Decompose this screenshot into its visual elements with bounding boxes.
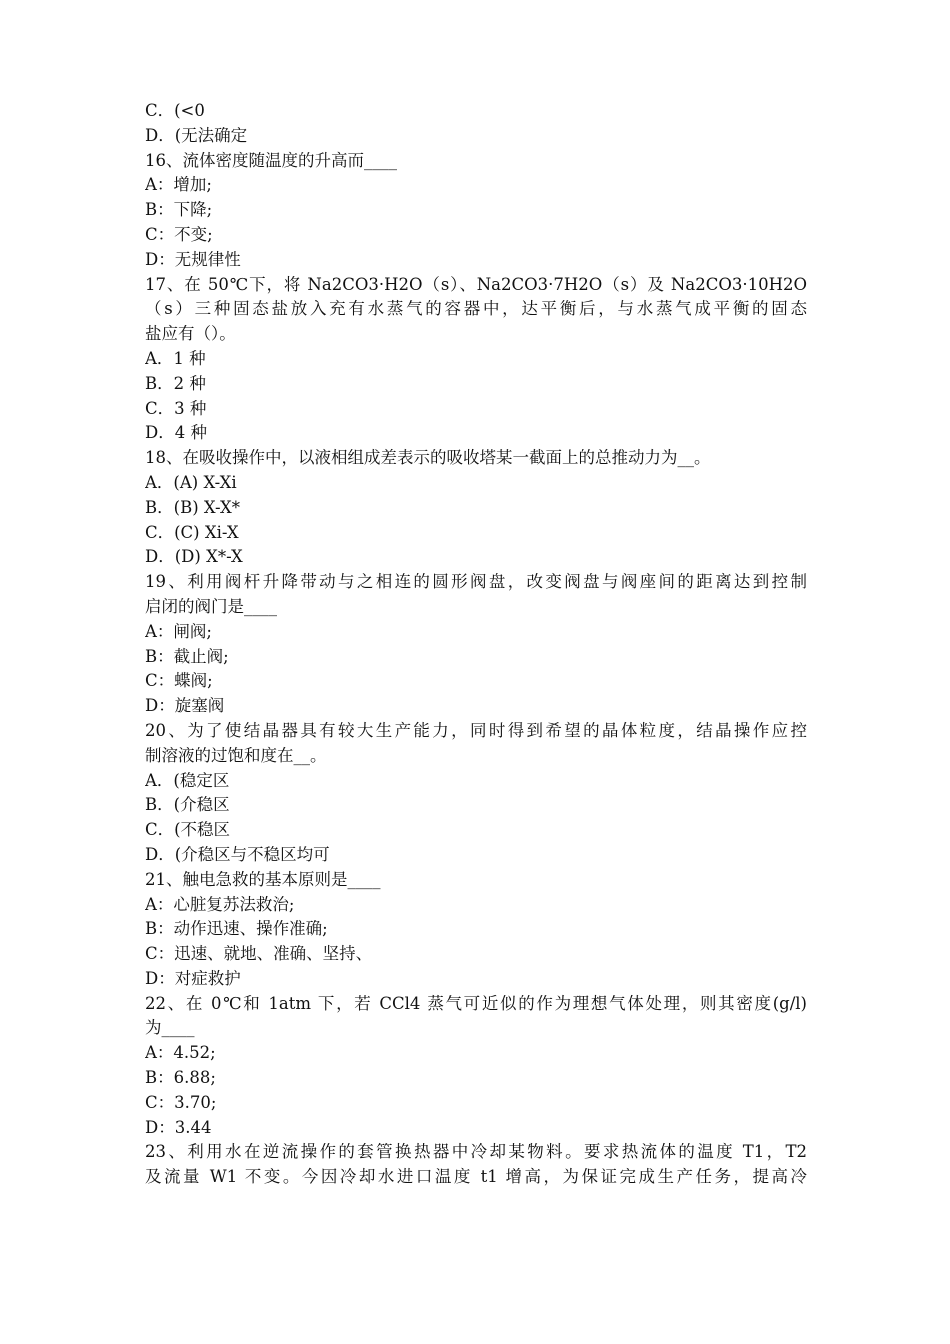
option-a-q16: A：增加; [145,175,212,195]
option-c-q20: C．(不稳区 [145,820,231,840]
question-23-line-2: 及流量 W1 不变。今因冷却水进口温度 t1 增高，为保证完成生产任务，提高冷 [145,1167,807,1187]
question-22-line-2: 为____ [145,1018,195,1038]
question-19-line-1: 19、利用阀杆升降带动与之相连的圆形阀盘，改变阀盘与阀座间的距离达到控制 [145,572,807,592]
option-d-q15: D．(无法确定 [145,125,248,145]
question-17-line-1: 17、在 50℃下，将 Na2CO3·H2O（s）、Na2CO3·7H2O（s）及 Na2CO3·10H2O [145,274,807,294]
option-a-q17: A．1 种 [145,348,206,368]
option-b-q17: B．2 种 [145,373,206,393]
option-c-q17: C．3 种 [145,398,207,418]
option-c-q19: C：蝶阀; [145,671,213,691]
option-a-q22: A：4.52; [145,1043,216,1063]
option-c-q22: C：3.70; [145,1092,217,1112]
option-d-q19: D：旋塞阀 [145,696,225,716]
option-a-q19: A：闸阀; [145,621,212,641]
option-d-q16: D：无规律性 [145,249,241,269]
option-c-q15: C．(<0 [145,101,205,120]
option-a-q21: A：心脏复苏法救治; [145,894,295,914]
option-a-q18: A．(A) X-Xi [145,472,237,492]
option-d-q21: D：对症救护 [145,968,241,988]
option-d-q18: D．(D) X*-X [145,547,243,567]
question-18: 18、在吸收操作中，以液相组成差表示的吸收塔某一截面上的总推动力为__。 [145,448,711,468]
document-body [145,99,807,1190]
option-c-q18: C．(C) Xi-X [145,522,239,542]
question-22-line-1: 22、在 0℃和 1atm 下，若 CCl4 蒸气可近似的作为理想气体处理，则其密度(g/l) [145,993,807,1013]
option-d-q20: D．(介稳区与不稳区均可 [145,844,330,864]
question-16: 16、流体密度随温度的升高而____ [145,150,397,170]
question-21: 21、触电急救的基本原则是____ [145,869,381,889]
question-19-line-2: 启闭的阀门是____ [145,596,277,616]
question-23-line-1: 23、利用水在逆流操作的套管换热器中冷却某物料。要求热流体的温度 T1，T2 [145,1142,807,1162]
question-20-line-2: 制溶液的过饱和度在__。 [145,745,327,765]
option-b-q16: B：下降; [145,200,213,220]
option-a-q20: A．(稳定区 [145,770,230,790]
question-17-line-2: （s）三种固态盐放入充有水蒸气的容器中，达平衡后，与水蒸气成平衡的固态 [145,299,807,319]
option-b-q22: B：6.88; [145,1068,216,1088]
option-d-q17: D．4 种 [145,423,207,443]
option-b-q20: B．(介稳区 [145,795,230,815]
option-b-q19: B：截止阀; [145,646,229,666]
option-c-q21: C：迅速、就地、准确、坚持、 [145,944,373,964]
question-17-line-3: 盐应有（）。 [145,324,236,344]
option-d-q22: D：3.44 [145,1117,212,1137]
option-b-q18: B．(B) X-X* [145,497,241,517]
option-b-q21: B：动作迅速、操作准确; [145,919,328,939]
option-c-q16: C：不变; [145,224,213,244]
question-20-line-1: 20、为了使结晶器具有较大生产能力，同时得到希望的晶体粒度，结晶操作应控 [145,720,807,740]
